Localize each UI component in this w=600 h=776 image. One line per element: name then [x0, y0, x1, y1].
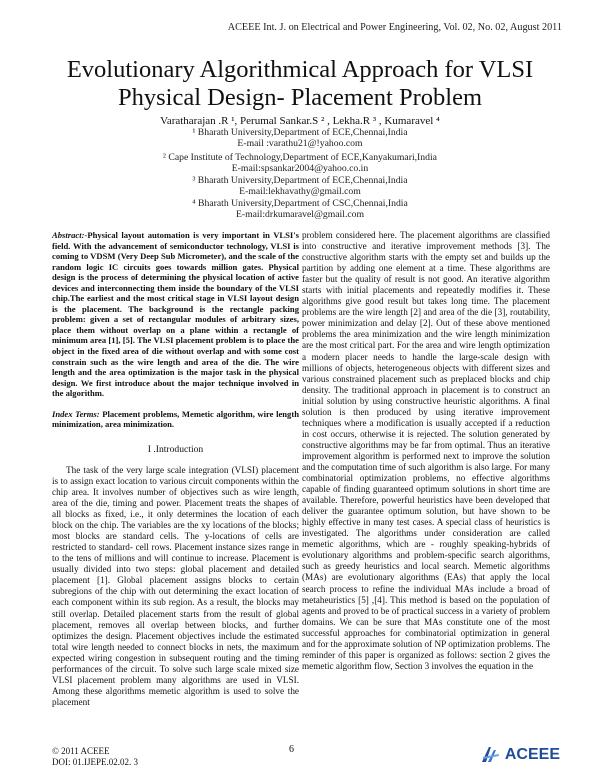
affiliation-org: ⁴ Bharath University,Department of CSC,Chennai,India	[192, 198, 408, 209]
paper-title-line-1: Evolutionary Algorithmical Approach for VLSI	[66, 56, 534, 83]
paper-title-line-2: Physical Design- Placement Problem	[117, 84, 483, 111]
affiliation-4	[0, 198, 600, 221]
aceee-logo	[480, 744, 560, 766]
affiliation-org: ³ Bharath University,Department of ECE,Chennai,India	[192, 175, 408, 186]
right-column	[302, 230, 550, 672]
index-terms	[52, 409, 299, 430]
doi-text: DOI: 01.IJEPE.02.02. 3	[52, 757, 138, 767]
page-number: 6	[289, 744, 294, 755]
introduction-paragraph: The task of the very large scale integration (VLSI) placement is to assign exact location to various circuit components within the chip area. It involves number of objectives such as wire length, area of the die, timing and power. Placement treats the shapes of all blocks as fixed, i.e., it only determines the location of each block on the chip. The variables are the xy locations of the blocks; most blocks are standard cells. The y-locations of cells are restricted to standard- cell rows. Placement instance sizes range in to the tens of millions and will continue to increase. Placement is usually divided into two steps: global placement and detailed placement [1]. Global placement assigns blocks to certain subregions of the chip with out determining the exact location of each component within its sub region. As a result, the blocks may still overlap. Detailed placement starts from the result of global placement, removes all overlap between blocks, and further optimizes the design. Placement objectives include the estimated total wire length needed to connect blocks in nets, the maximum expected wiring congestion in subsequent routing and the timing performances of the circuit. To solve such large scale mixed size VLSI placement problem many algorithms are used in VLSI. Among these algorithms memetic algorithm is used to solve the placement	[52, 464, 299, 707]
aceee-logo-icon	[480, 744, 502, 766]
abstract-text: Physical layout automation is very important in VLSI's field. With the advancement of semiconductor technology, VLSI is coming to VDSM (Very Deep Sub Micrometer), and the scale of the random logic IC circuits goes towards million gates. Physical design is the process of determining the physical location of active devices and interconnecting them inside the boundary of the VLSI chip.The earliest and the most critical stage in VLSI layout design is the placement. The background is the rectangle packing problem: given a set of rectangular modules of arbitrary sizes, place them without overlap on a plane within a rectangle of minimum area [1], [5]. The VLSI placement problem is to place the object in the fixed area of die without overlap and with some cost constrain such as the wire length and area of the die. The wire length and the area optimization is the major task in the physical design. We first introduce about the major technique involved in the algorithm.	[52, 230, 299, 399]
aceee-logo-text: ACEEE	[504, 746, 560, 763]
paper-title	[0, 56, 600, 112]
affiliation-email: E-mail:lekhavathy@gmail.com	[239, 186, 361, 198]
affiliation-3	[0, 175, 600, 198]
left-column	[52, 230, 299, 708]
abstract-label: Abstract:-	[52, 230, 88, 240]
body-paragraph: problem considered here. The placement algorithms are classified into constructive and iterative improvement methods [3]. The constructive algorithm starts with the empty set and builds up the partition by adding one element at a time. These algorithms are faster but the quality of result is not good. An iterative algorithm starts with initial placements and repeatedly modifies it. These algorithms give good result but takes long time. The placement problems are the wire length [2] and area of the die [3], routability, power minimization and delay [2]. Out of these above mentioned problems the area minimization and the wire length minimization are the most critical part. For the area and wire length optimization a modern placer needs to handle the large-scale design with millions of objects, heterogeneous objects with different sizes and various constrained placement such as preplaced blocks and chip density. The traditional approach in placement is to construct an initial solution by using constructive heuristic algorithms. A final solution is then produced by using iterative improvement techniques where a modification is usually accepted if a reduction in cost occurs, otherwise it is rejected. The solution generated by constructive algorithms may be far from optimal. Thus an iterative improvement algorithm is performed next to improve the solution and the computation time of such algorithm is also large. For many combinatorial optimization problems, no effective algorithms capable of finding guaranteed optimum solutions in short time are available. Therefore, powerful heuristics have been developed that deliver the guarantee optimum solution, but have shown to be highly effective in many test cases. A special class of heuristics is investigated. The algorithms under consideration are called memetic algorithms, which are - roughly speaking-hybrids of evolutionary algorithms and problem-specific search algorithms, such as greedy heuristics and local search. Memetic algorithms (MAs) are evolutionary algorithms (EAs) that apply the local search process to refine the individual MAs include a broad of metaheuristics [5] ,[4]. This method is based on the population of agents and proved to be of practical success in a variety of problem domains. We can be sure that MAs constitute one of the most successful approaches for combinatorial optimization in general and for the approximate solution of NP optimization problems. The reminder of this paper is organized as follows: section 2 gives the memetic algorithm flow, Section 3 involves the equation in the	[302, 230, 550, 671]
affiliation-org: ² Cape Institute of Technology,Department of ECE,Kanyakumari,India	[163, 152, 437, 163]
affiliation-2	[0, 152, 600, 175]
abstract	[52, 230, 299, 399]
affiliation-email: E-mail:drkumaravel@gmail.com	[235, 209, 365, 221]
affiliation-email: E-mail :varathu21@!yahoo.com	[237, 138, 363, 150]
section-heading: I .Introduction	[147, 443, 204, 455]
author-list: Varatharajan .R ¹, Perumal Sankar.S ² , Lekha.R ³ , Kumaravel ⁴	[160, 115, 440, 127]
journal-header: ACEEE Int. J. on Electrical and Power Engineering, Vol. 02, No. 02, August 2011	[227, 22, 562, 33]
index-terms-label: Index Terms:	[52, 408, 100, 419]
affiliation-1	[0, 127, 600, 150]
copyright-text: © 2011 ACEEE	[52, 746, 110, 756]
footer-copyright	[52, 746, 138, 768]
affiliation-org: ¹ Bharath University,Department of ECE,Chennai,India	[192, 127, 408, 138]
affiliation-email: E-mail:spsankar2004@yahoo.co.in	[231, 163, 369, 175]
index-terms-text: Placement problems, Memetic algorithm, wire length minimization, area minimization.	[52, 408, 299, 430]
